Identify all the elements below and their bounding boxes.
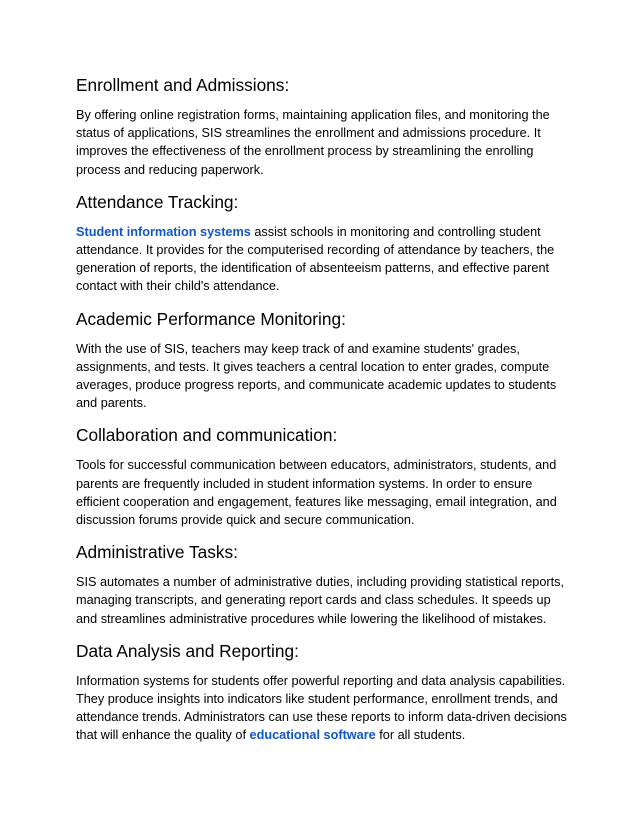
section-heading: Attendance Tracking:	[76, 191, 239, 212]
paragraph-line: By offering online registration forms, maintaining application files, and monitoring the	[76, 108, 550, 122]
section-paragraph	[76, 340, 576, 413]
section-administrative-tasks	[76, 541, 576, 628]
paragraph-line: and streamlines administrative procedures while lowering the likelihood of mistakes.	[76, 611, 547, 626]
section-attendance-tracking	[76, 191, 576, 296]
section-heading: Collaboration and communication:	[76, 425, 338, 446]
section-paragraph	[76, 456, 576, 529]
paragraph-line	[76, 726, 576, 744]
section-paragraph	[76, 223, 576, 296]
paragraph-line: managing transcripts, and generating report cards and class schedules. It speeds up	[76, 593, 551, 608]
paragraph-line: status of applications, SIS streamlines the enrollment and admissions procedure. It	[76, 126, 541, 141]
paragraph-line: Tools for successful communication between educators, administrators, students, and	[76, 458, 557, 473]
paragraph-line: assignments, and tests. It gives teachers a central location to enter grades, compute	[76, 359, 550, 374]
paragraph-text: for all students.	[375, 728, 466, 743]
paragraph-line: contact with their child's attendance.	[76, 279, 280, 294]
paragraph-line	[76, 223, 576, 241]
document-page	[76, 74, 576, 757]
educational-software-link[interactable]: educational software	[249, 728, 376, 743]
paragraph-line: With the use of SIS, teachers may keep track of and examine students' grades,	[76, 341, 520, 356]
section-heading: Administrative Tasks:	[76, 542, 238, 563]
paragraph-line: efficient cooperation and engagement, features like messaging, email integration, and	[76, 494, 557, 509]
section-data-analysis-reporting	[76, 640, 576, 745]
paragraph-line: and parents.	[76, 396, 147, 411]
section-heading: Enrollment and Admissions:	[76, 75, 290, 95]
section-collaboration-communication	[76, 424, 576, 529]
section-paragraph	[76, 672, 576, 745]
student-information-systems-link[interactable]: Student information systems	[76, 224, 251, 239]
section-paragraph	[76, 106, 576, 179]
paragraph-line: parents are frequently included in student information systems. In order to ensure	[76, 476, 533, 491]
section-enrollment-admissions	[76, 74, 576, 179]
section-heading: Data Analysis and Reporting:	[76, 640, 299, 661]
paragraph-line: improves the effectiveness of the enrollment process by streamlining the enrolling	[76, 144, 534, 159]
paragraph-line: discussion forums provide quick and secure communication.	[76, 513, 415, 528]
section-heading: Academic Performance Monitoring:	[76, 308, 346, 329]
section-academic-performance	[76, 308, 576, 413]
paragraph-text: that will enhance the quality of	[76, 728, 250, 743]
paragraph-line: attendance trends. Administrators can use these reports to inform data-driven decisions	[76, 710, 567, 725]
section-paragraph	[76, 573, 576, 628]
paragraph-line: process and reducing paperwork.	[76, 162, 264, 177]
paragraph-line: attendance. It provides for the computerised recording of attendance by teachers, the	[76, 243, 555, 258]
paragraph-text: assist schools in monitoring and controlling student	[250, 224, 541, 239]
paragraph-line: averages, produce progress reports, and communicate academic updates to students	[76, 378, 557, 393]
paragraph-line: generation of reports, the identification of absenteeism patterns, and effective parent	[76, 261, 550, 276]
paragraph-line: They produce insights into indicators like student performance, enrollment trends, and	[76, 692, 558, 707]
paragraph-line: SIS automates a number of administrative duties, including providing statistical reports,	[76, 575, 565, 590]
paragraph-line: Information systems for students offer powerful reporting and data analysis capabilities.	[76, 673, 566, 688]
